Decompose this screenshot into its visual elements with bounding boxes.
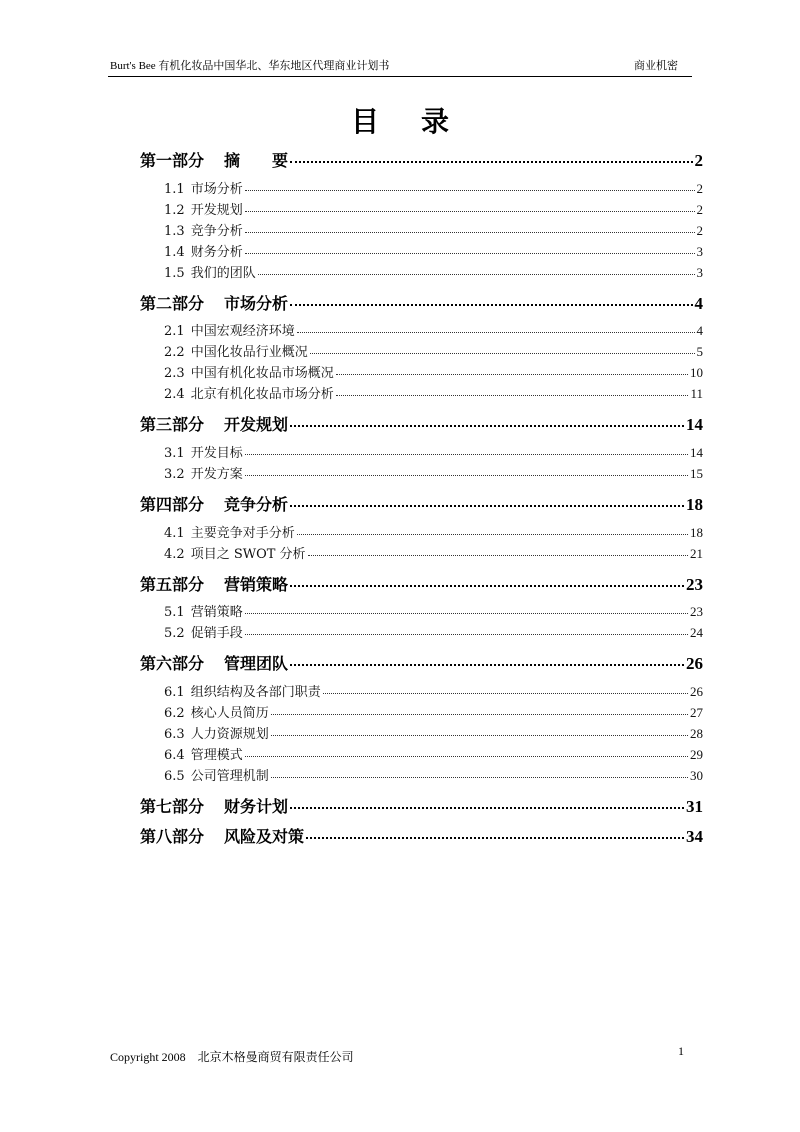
page-ref: 26	[690, 684, 703, 699]
dot-leader	[245, 465, 688, 478]
dot-leader	[245, 222, 695, 235]
dot-leader	[245, 243, 695, 256]
page-ref: 18	[686, 495, 703, 514]
part-number: 第八部分	[140, 827, 205, 846]
page-ref: 15	[690, 466, 703, 481]
page-ref: 4	[696, 323, 703, 338]
toc-section-6-3[interactable]	[164, 723, 703, 742]
part-number: 第一部分	[140, 151, 205, 170]
dot-leader	[290, 494, 684, 510]
page-ref: 21	[690, 546, 703, 561]
page-ref: 3	[696, 265, 703, 280]
page-ref: 23	[690, 604, 703, 619]
section-title: 开发目标	[190, 446, 243, 461]
toc-section-5-2[interactable]	[164, 622, 703, 641]
section-number: 1.2	[164, 203, 185, 218]
page-ref: 14	[690, 445, 703, 460]
part-title: 市场分析	[224, 294, 289, 313]
toc-part-7[interactable]	[140, 794, 703, 817]
page-ref: 14	[686, 415, 703, 434]
part-title: 营销策略	[224, 575, 289, 594]
page-ref: 18	[690, 525, 703, 540]
page-ref: 5	[696, 344, 703, 359]
page-ref: 29	[690, 747, 703, 762]
page-number: 1	[678, 1044, 684, 1058]
dot-leader	[271, 725, 688, 738]
section-number: 3.2	[164, 467, 185, 482]
toc-section-1-1[interactable]	[164, 178, 703, 197]
section-number: 6.1	[164, 685, 185, 700]
toc-section-6-4[interactable]	[164, 744, 703, 763]
page-header	[108, 58, 692, 77]
dot-leader	[336, 364, 688, 377]
part-number: 第六部分	[140, 654, 205, 673]
toc-section-1-2[interactable]	[164, 199, 703, 218]
toc-section-2-3[interactable]	[164, 362, 703, 381]
section-title: 北京有机化妆品市场分析	[190, 387, 334, 402]
page-ref: 27	[690, 705, 703, 720]
part-title: 财务计划	[224, 797, 289, 816]
section-title: 开发方案	[190, 467, 243, 482]
dot-leader	[271, 767, 688, 780]
part-number: 第二部分	[140, 294, 205, 313]
document-title: Burt's Bee 有机化妆品中国华北、华东地区代理商业计划书	[110, 60, 390, 72]
toc-section-1-3[interactable]	[164, 220, 703, 239]
copyright-text: Copyright 2008	[110, 1050, 186, 1064]
dot-leader	[245, 444, 688, 457]
dot-leader	[290, 796, 684, 812]
section-number: 1.4	[164, 245, 185, 260]
page-ref: 30	[690, 768, 703, 783]
toc-section-1-4[interactable]	[164, 241, 703, 260]
section-title: 人力资源规划	[190, 727, 269, 742]
toc-section-4-2[interactable]	[164, 543, 703, 562]
company-name: 北京木格曼商贸有限责任公司	[197, 1050, 354, 1064]
part-number: 第七部分	[140, 797, 205, 816]
toc-section-3-1[interactable]	[164, 442, 703, 461]
dot-leader	[290, 414, 684, 430]
part-number: 第五部分	[140, 575, 205, 594]
page-ref: 11	[690, 386, 703, 401]
section-number: 1.3	[164, 224, 185, 239]
toc-section-2-4[interactable]	[164, 383, 703, 402]
classification-label: 商业机密	[634, 60, 678, 72]
page-ref: 2	[696, 223, 703, 238]
dot-leader	[271, 704, 688, 717]
part-number: 第四部分	[140, 495, 205, 514]
page-ref: 10	[690, 365, 703, 380]
section-number: 4.2	[164, 547, 185, 562]
dot-leader	[308, 545, 688, 558]
toc-section-6-5[interactable]	[164, 765, 703, 784]
dot-leader	[245, 624, 688, 637]
dot-leader	[290, 150, 692, 166]
section-number: 2.4	[164, 387, 185, 402]
dot-leader	[323, 683, 688, 696]
dot-leader	[290, 574, 684, 590]
section-title: 项目之 SWOT 分析	[190, 547, 306, 562]
toc-section-2-1[interactable]	[164, 320, 703, 339]
section-title: 组织结构及各部门职责	[190, 685, 321, 700]
page-ref: 26	[686, 654, 703, 673]
section-number: 2.3	[164, 366, 185, 381]
section-title: 管理模式	[190, 748, 243, 763]
part-number: 第三部分	[140, 415, 205, 434]
toc-section-6-1[interactable]	[164, 681, 703, 700]
part-title: 风险及对策	[224, 827, 305, 846]
section-title: 我们的团队	[190, 266, 256, 281]
toc-part-1[interactable]	[140, 148, 703, 171]
page-ref: 23	[686, 575, 703, 594]
section-number: 2.2	[164, 345, 185, 360]
toc-section-2-2[interactable]	[164, 341, 703, 360]
section-number: 2.1	[164, 324, 185, 339]
section-title: 竞争分析	[190, 224, 243, 239]
dot-leader	[297, 524, 688, 537]
section-title: 中国有机化妆品市场概况	[190, 366, 334, 381]
page-ref: 34	[686, 827, 703, 846]
toc-section-4-1[interactable]	[164, 522, 703, 541]
part-title: 摘 要	[224, 151, 289, 170]
part-title: 管理团队	[224, 654, 289, 673]
page-title: 目录	[350, 105, 491, 138]
section-title: 主要竞争对手分析	[190, 526, 295, 541]
dot-leader	[310, 343, 695, 356]
dot-leader	[258, 264, 695, 277]
section-title: 中国宏观经济环境	[190, 324, 295, 339]
section-number: 4.1	[164, 526, 185, 541]
page-ref: 4	[694, 294, 703, 313]
toc-section-3-2[interactable]	[164, 463, 703, 482]
dot-leader	[245, 180, 695, 193]
dot-leader	[245, 201, 695, 214]
toc-part-8[interactable]	[140, 824, 703, 847]
section-title: 开发规划	[190, 203, 243, 218]
section-title: 公司管理机制	[190, 769, 269, 784]
toc-section-6-2[interactable]	[164, 702, 703, 721]
section-title: 市场分析	[190, 182, 243, 197]
toc-part-5[interactable]	[140, 572, 703, 595]
section-number: 5.1	[164, 605, 185, 620]
toc-section-5-1[interactable]	[164, 601, 703, 620]
section-number: 3.1	[164, 446, 185, 461]
dot-leader	[245, 603, 688, 616]
page-ref: 2	[696, 181, 703, 196]
page-ref: 24	[690, 625, 703, 640]
section-number: 5.2	[164, 626, 185, 641]
section-title: 核心人员简历	[190, 706, 269, 721]
page-ref: 28	[690, 726, 703, 741]
section-number: 1.5	[164, 266, 185, 281]
part-title: 开发规划	[224, 415, 289, 434]
page-ref: 3	[696, 244, 703, 259]
toc-part-3[interactable]	[140, 412, 703, 435]
section-title: 营销策略	[190, 605, 243, 620]
dot-leader	[245, 746, 688, 759]
section-number: 1.1	[164, 182, 185, 197]
dot-leader	[306, 826, 684, 842]
section-title: 促销手段	[190, 626, 243, 641]
page-ref: 2	[696, 202, 703, 217]
toc-section-1-5[interactable]	[164, 262, 703, 281]
dot-leader	[290, 653, 684, 669]
section-title: 中国化妆品行业概况	[190, 345, 308, 360]
section-number: 6.3	[164, 727, 185, 742]
section-number: 6.5	[164, 769, 185, 784]
part-title: 竞争分析	[224, 495, 289, 514]
toc-part-4[interactable]	[140, 492, 703, 515]
toc-part-6[interactable]	[140, 651, 703, 674]
toc-part-2[interactable]	[140, 291, 703, 314]
dot-leader	[290, 293, 692, 309]
section-number: 6.4	[164, 748, 185, 763]
dot-leader	[336, 385, 689, 398]
section-title: 财务分析	[190, 245, 243, 260]
page-ref: 2	[694, 151, 703, 170]
section-number: 6.2	[164, 706, 185, 721]
page-ref: 31	[686, 797, 703, 816]
dot-leader	[297, 322, 695, 335]
